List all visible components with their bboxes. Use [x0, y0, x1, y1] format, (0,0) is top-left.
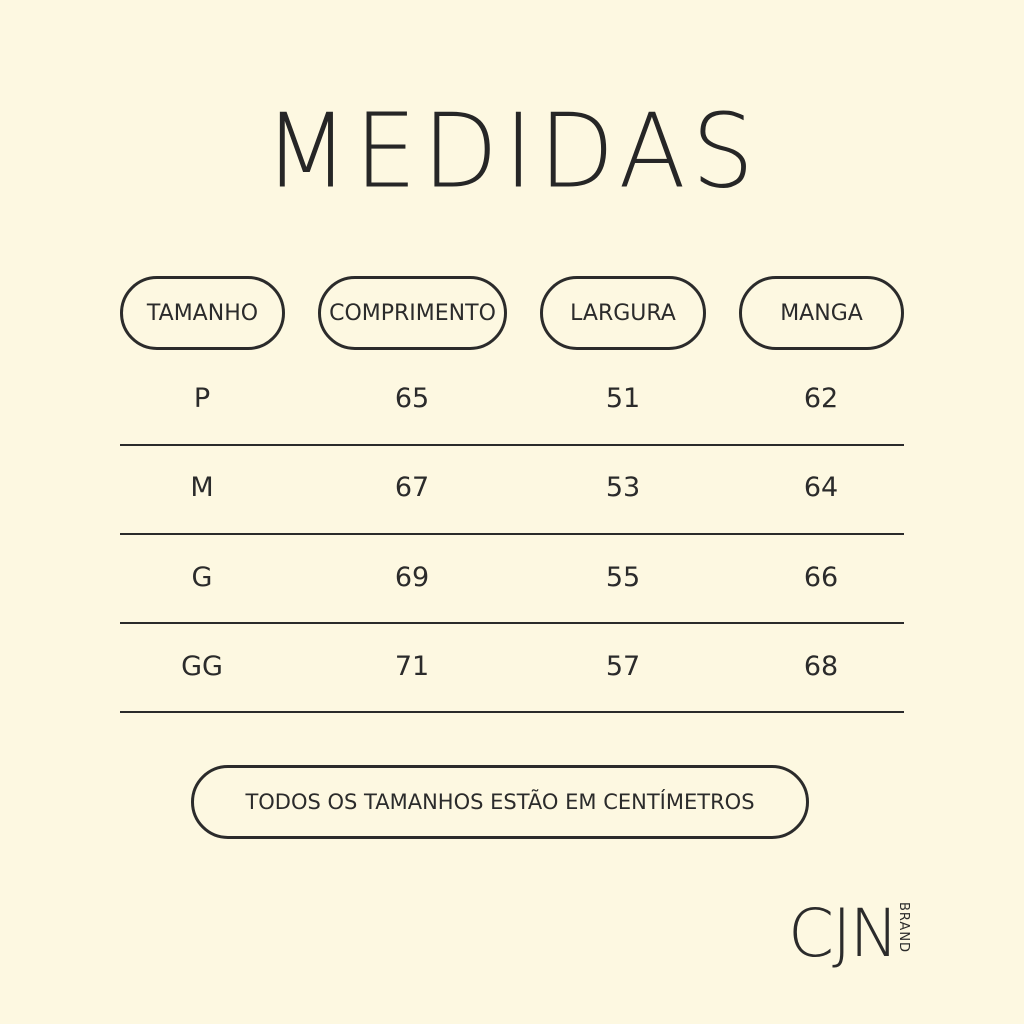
table-cell-largura: 55 — [605, 562, 641, 593]
table-cell-manga: 66 — [803, 562, 839, 593]
row-divider — [120, 622, 904, 624]
table-cell-largura: 51 — [605, 383, 641, 414]
table-cell-manga: 64 — [803, 472, 839, 503]
table-cell-manga: 62 — [803, 383, 839, 414]
table-cell-comprimento: 67 — [394, 472, 430, 503]
row-divider — [120, 711, 904, 713]
logo-subtext: BRAND — [896, 902, 911, 954]
table-cell-size: G — [191, 562, 213, 593]
table-cell-largura: 53 — [605, 472, 641, 503]
table-cell-comprimento: 65 — [394, 383, 430, 414]
header-comprimento: COMPRIMENTO — [318, 276, 507, 350]
row-divider — [120, 444, 904, 446]
table-cell-size: P — [193, 383, 211, 414]
table-cell-largura: 57 — [605, 651, 641, 682]
page-title: MEDIDAS — [264, 92, 760, 212]
table-cell-size: M — [190, 472, 214, 503]
logo-wordmark: CJN — [788, 895, 897, 972]
table-cell-comprimento: 69 — [394, 562, 430, 593]
table-cell-size: GG — [181, 651, 223, 682]
header-manga: MANGA — [739, 276, 904, 350]
table-cell-manga: 68 — [803, 651, 839, 682]
table-cell-comprimento: 71 — [394, 651, 430, 682]
header-tamanho: TAMANHO — [120, 276, 285, 350]
units-note: TODOS OS TAMANHOS ESTÃO EM CENTÍMETROS — [191, 765, 809, 839]
header-largura: LARGURA — [540, 276, 706, 350]
row-divider — [120, 533, 904, 535]
brand-logo — [788, 896, 928, 976]
